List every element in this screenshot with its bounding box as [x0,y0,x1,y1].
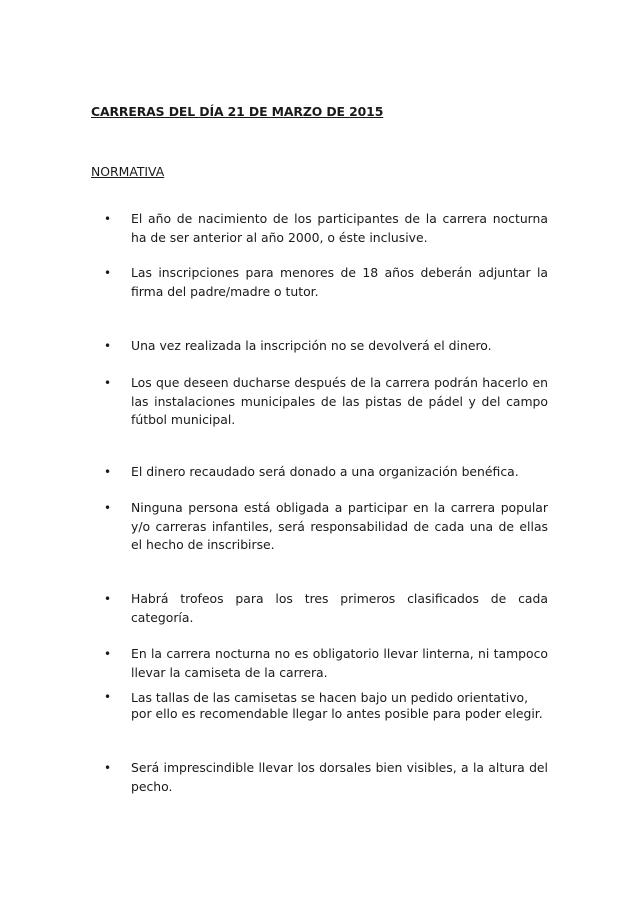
document-title: CARRERAS DEL DÍA 21 DE MARZO DE 2015 [91,104,384,119]
list-item-text: Habrá trofeos para los tres primeros clasificados de cada categoría. [131,591,548,625]
list-item [104,374,548,430]
bullet-icon: • [104,690,112,704]
list-item [104,590,548,627]
bullet-icon: • [104,212,112,226]
list-item [104,499,548,555]
list-item [104,690,548,721]
list-item-text: Ninguna persona está obligada a participar en la carrera popular y/o carreras infantiles, será responsabilidad de cada una de ellas el hecho de inscribirse. [131,500,548,552]
bullet-icon: • [104,592,112,606]
list-item [104,463,548,482]
list-item [104,210,548,247]
list-item-text: Una vez realizada la inscripción no se devolverá el dinero. [131,338,492,353]
list-item-text: Será imprescindible llevar los dorsales bien visibles, a la altura del pecho. [131,760,548,794]
bullet-icon: • [104,339,112,353]
section-heading: NORMATIVA [91,164,165,179]
list-item-text: En la carrera nocturna no es obligatorio llevar linterna, ni tampoco llevar la camiseta de la carrera. [131,646,548,680]
bullet-icon: • [104,376,112,390]
list-item-text: Los que deseen ducharse después de la carrera podrán hacerlo en las instalaciones municipales de las pistas de pádel y del campo fútbol municipal. [131,375,548,427]
bullet-icon: • [104,266,112,280]
list-item [104,264,548,301]
bullet-icon: • [104,761,112,775]
list-item [104,337,548,356]
bullet-icon: • [104,647,112,661]
list-item-text: El año de nacimiento de los participantes de la carrera nocturna ha de ser anterior al año 2000, o éste inclusive. [131,211,548,245]
list-item [104,645,548,682]
bullet-icon: • [104,465,112,479]
list-item [104,759,548,796]
list-item-text: Las tallas de las camisetas se hacen bajo un pedido orientativo, por ello es recomendable llegar lo antes posible para poder elegir. [131,690,543,721]
list-item-text: Las inscripciones para menores de 18 años deberán adjuntar la firma del padre/madre o tutor. [131,265,548,299]
list-item-text: El dinero recaudado será donado a una organización benéfica. [131,464,519,479]
bullet-icon: • [104,501,112,515]
